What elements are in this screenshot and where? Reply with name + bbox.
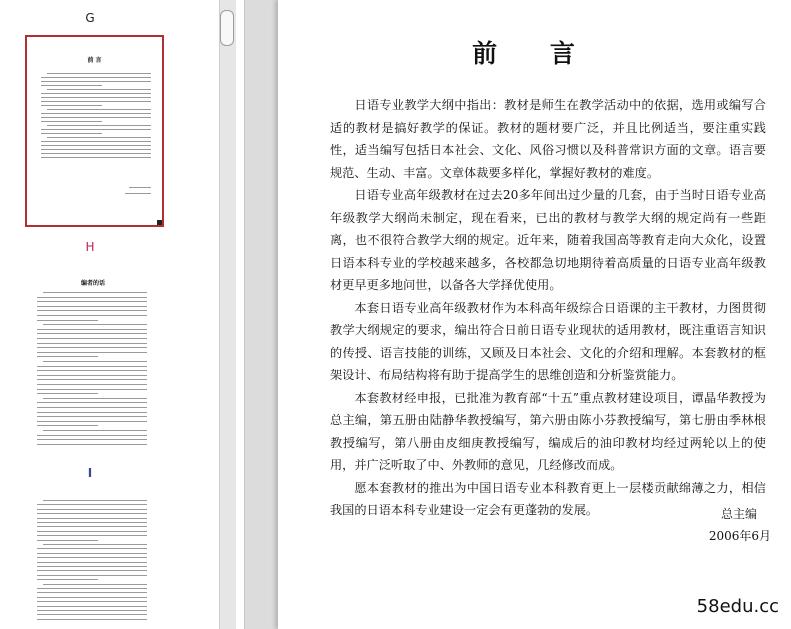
- signature-role: 总主编: [720, 507, 757, 521]
- thumb-text-line: [41, 77, 151, 78]
- thumb-text-line: [41, 97, 151, 98]
- thumb-text-line: [37, 504, 147, 505]
- thumb-text-line: [37, 407, 147, 408]
- thumb-text-line: [37, 592, 147, 593]
- thumb-text-line: [37, 597, 147, 598]
- thumb-text-line: [37, 570, 147, 571]
- thumb-text-line: [37, 444, 147, 445]
- thumb-text-line: [37, 522, 147, 523]
- thumb-text-line: [37, 540, 98, 541]
- thumb-text-line: [43, 324, 147, 325]
- page-title: 前 言: [472, 39, 597, 68]
- thumb-text-line: [41, 133, 102, 134]
- thumb-text-line: [37, 513, 147, 514]
- thumbnail-page-h[interactable]: [25, 264, 160, 454]
- thumb-text-line: [37, 379, 147, 380]
- thumb-text-line: [37, 352, 147, 353]
- thumb-text-line: [37, 306, 147, 307]
- thumb-text-line: [129, 187, 151, 188]
- thumb-text-line: [37, 347, 147, 348]
- thumb-text-line: [43, 398, 147, 399]
- thumb-text-line: [37, 343, 147, 344]
- thumb-text-line: [43, 500, 147, 501]
- thumb-label-i: I: [87, 466, 93, 480]
- thumb-text-line: [37, 606, 147, 607]
- thumb-text-line: [41, 149, 151, 150]
- thumb-text-line: [37, 601, 147, 602]
- thumb-text-line: [41, 153, 151, 154]
- thumb-label-g: G: [85, 11, 95, 25]
- thumb-text-line: [37, 535, 147, 536]
- thumbnail-page-i[interactable]: [25, 488, 160, 629]
- thumb-text-line: [37, 610, 147, 611]
- thumb-text-line: [125, 193, 151, 194]
- thumb-text-line: [37, 562, 147, 563]
- thumb-text-line: [37, 297, 147, 298]
- thumb-text-line: [37, 614, 147, 615]
- thumb-text-line: [37, 435, 147, 436]
- viewer-background: [244, 0, 278, 629]
- thumb-text-line: [37, 366, 147, 367]
- thumb-text-line: [37, 393, 98, 394]
- thumb-text-line: [41, 145, 151, 146]
- thumb-text-line: [37, 301, 147, 302]
- thumb-text-line: [37, 557, 147, 558]
- thumb-text-line: [41, 117, 151, 118]
- thumb-text-line: [47, 89, 151, 90]
- thumb-text-line: [41, 141, 151, 142]
- thumb-text-line: [37, 384, 147, 385]
- thumb-text-line: [37, 416, 147, 417]
- thumb-text-line: [37, 421, 147, 422]
- thumb-text-line: [43, 544, 147, 545]
- thumb-text-line: [37, 619, 147, 620]
- thumb-text-line: [47, 137, 151, 138]
- signature-date: 2006年6月: [708, 529, 771, 543]
- thumb-text-line: [43, 292, 147, 293]
- thumb-text-line: [37, 310, 147, 311]
- thumb-text-line: [37, 575, 147, 576]
- paragraph: 本套日语专业高年级教材作为本科高年级综合日语课的主干教材，力图贯彻教学大纲规定的要求，编出符合日前日语专业现状的适用教材，既注重语言知识的传授、语言技能的训练，又顾及日本社会、文化的介绍和理解。本套教材的框架设计、布局结构将有助于提高学生的思维创造和分析鉴赏能力。: [330, 300, 766, 382]
- thumb-text-line: [43, 361, 147, 362]
- thumb-text-line: [37, 439, 147, 440]
- thumbnail-sidebar: [0, 0, 219, 629]
- thumb-text-line: [37, 548, 147, 549]
- thumb-title: 前 言: [87, 57, 102, 64]
- thumb-text-line: [37, 412, 147, 413]
- sidebar-scrollbar-track[interactable]: [219, 0, 236, 629]
- paragraph: 日语专业教学大纲中指出：教材是师生在教学活动中的依据，选用或编写合适的教材是搞好教学的保证。教材的题材要广泛，并且比例适当，要注重实践性，适当编写包括日本社会、文化、风俗习惯以及科普常识方面的文章。语言要规范、生动、丰富。文章体裁要多样化，掌握好教材的难度。: [330, 98, 766, 180]
- thumb-title: 编者的话: [81, 280, 106, 287]
- thumb-text-line: [41, 81, 151, 82]
- thumb-text-line: [37, 531, 147, 532]
- thumb-text-line: [37, 588, 147, 589]
- paragraph: 愿本套教材的推出为中国日语专业本科教育更上一层楼贡献绵薄之力，相信我国的日语本科专业建设一定会有更蓬勃的发展。: [330, 480, 766, 517]
- watermark: 58edu.cc: [696, 596, 779, 617]
- thumb-text-line: [37, 509, 147, 510]
- thumb-text-line: [47, 125, 151, 126]
- paragraph: 本套教材经申报，已批准为教育部“十五”重点教材建设项目，谭晶华教授为总主编，第五册由陆静华教授编写，第六册由陈小芬教授编写，第七册由季林根教授编写，第八册由皮细庚教授编写，编成后的油印教材均经过两轮以上的使用，并广泛听取了中、外教师的意见，几经修改而成。: [330, 390, 766, 472]
- thumb-text-line: [37, 338, 147, 339]
- pane-divider: [236, 0, 244, 629]
- thumb-text-line: [47, 109, 151, 110]
- thumb-text-line: [37, 518, 147, 519]
- sidebar-scrollbar-thumb[interactable]: [220, 10, 234, 46]
- thumb-text-line: [37, 402, 147, 403]
- thumb-text-line: [41, 129, 151, 130]
- thumb-text-line: [41, 93, 151, 94]
- thumb-text-line: [37, 370, 147, 371]
- thumb-text-line: [43, 584, 147, 585]
- thumb-text-line: [37, 333, 147, 334]
- thumb-text-line: [43, 430, 147, 431]
- thumb-text-line: [37, 375, 147, 376]
- thumb-text-line: [37, 320, 98, 321]
- document-body: [330, 94, 766, 522]
- thumb-text-line: [41, 121, 102, 122]
- thumb-text-line: [41, 101, 151, 102]
- thumb-text-line: [37, 389, 147, 390]
- thumb-text-line: [47, 73, 151, 74]
- document-page: [278, 0, 791, 629]
- thumb-text-line: [37, 526, 147, 527]
- thumb-text-line: [37, 579, 98, 580]
- thumb-text-line: [41, 157, 151, 158]
- thumb-text-line: [37, 566, 147, 567]
- thumb-text-line: [41, 105, 102, 106]
- thumb-text-line: [37, 329, 147, 330]
- thumb-text-line: [41, 113, 151, 114]
- thumb-label-h: H: [85, 240, 95, 254]
- thumbnail-page-g[interactable]: [25, 35, 164, 227]
- thumb-text-line: [41, 85, 102, 86]
- thumb-text-line: [37, 356, 98, 357]
- thumb-corner-marker: [157, 220, 162, 225]
- paragraph: 日语专业高年级教材在过去20多年间出过少量的几套，由于当时日语专业高年级教学大纲尚未制定，现在看来，已出的教材与教学大纲的规定尚有一些距离，也不很符合教学大纲的规定。近年来，随着我国高等教育走向大众化，设置日语本科专业的学校越来越多，各校都急切地期待着高质量的日语专业高年级教材更早更多地问世，以备各大学择优使用。: [330, 188, 766, 292]
- thumb-text-line: [37, 553, 147, 554]
- thumb-text-line: [37, 425, 98, 426]
- signature-block: [709, 503, 771, 547]
- thumb-text-line: [37, 315, 147, 316]
